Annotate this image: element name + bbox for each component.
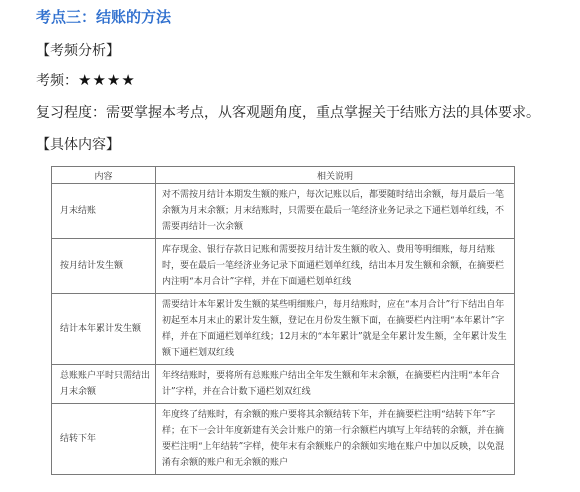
content-heading: 【具体内容】 (36, 137, 120, 153)
row-description: 库存现金、银行存款日记账和需要按月结计发生额的收入、费用等明细账，每月结账时，要在最后一笔经济业务记录下面通栏划单红线，结出本月发生额和余额，在摘要栏内注明“本月合计”字样，并在下面通栏划单红线 (156, 239, 515, 294)
table-row (52, 239, 515, 294)
row-item: 结转下年 (52, 404, 156, 475)
review-level-text: 复习程度：需要掌握本考点，从客观题角度，重点掌握关于结账方法的具体要求。 (36, 105, 540, 121)
frequency-line (36, 70, 136, 90)
row-description: 年度终了结账时，有余额的账户要将其余额结转下年，并在摘要栏注明“结转下年”字样；在下一会计年度新建有关会计账户的第一行余额栏内填写上年结转的余额，并在摘要栏注明“上年结转”字样，使年末有余额账户的余额如实地在账户中加以反映，以免混淆有余额的账户和无余额的账户 (156, 404, 515, 475)
table-row (52, 294, 515, 365)
row-item: 月末结账 (52, 184, 156, 239)
header-description: 相关说明 (156, 167, 515, 184)
table-row (52, 184, 515, 239)
frequency-label: 考频： (36, 73, 78, 89)
row-item: 总账账户平时只需结出月末余额 (52, 365, 156, 404)
row-item: 按月结计发生额 (52, 239, 156, 294)
frequency-stars-icon: ★★★★ (78, 71, 136, 89)
table-header-row (52, 167, 515, 184)
analysis-heading: 【考频分析】 (36, 43, 120, 59)
table-row (52, 365, 515, 404)
row-description: 对不需按月结计本期发生额的账户，每次记账以后，都要随时结出余额，每月最后一笔余额为月末余额；月末结账时，只需要在最后一笔经济业务记录之下通栏划单红线，不需要再结计一次余额 (156, 184, 515, 239)
row-description: 需要结计本年累计发生额的某些明细账户，每月结账时，应在“本月合计”行下结出自年初起至本月末止的累计发生额，登记在月份发生额下面，在摘要栏内注明“本年累计”字样，并在下面通栏划单红线；12月末的“本年累计”就是全年累计发生额，全年累计发生额下通栏划双红线 (156, 294, 515, 365)
section-title: 考点三：结账的方法 (36, 8, 172, 26)
row-item: 结计本年累计发生额 (52, 294, 156, 365)
settlement-methods-table (51, 166, 515, 475)
table-row (52, 404, 515, 475)
row-description: 年终结账时，要将所有总账账户结出全年发生额和年末余额，在摘要栏内注明“本年合计”字样，并在合计数下通栏划双红线 (156, 365, 515, 404)
header-item: 内容 (52, 167, 156, 184)
